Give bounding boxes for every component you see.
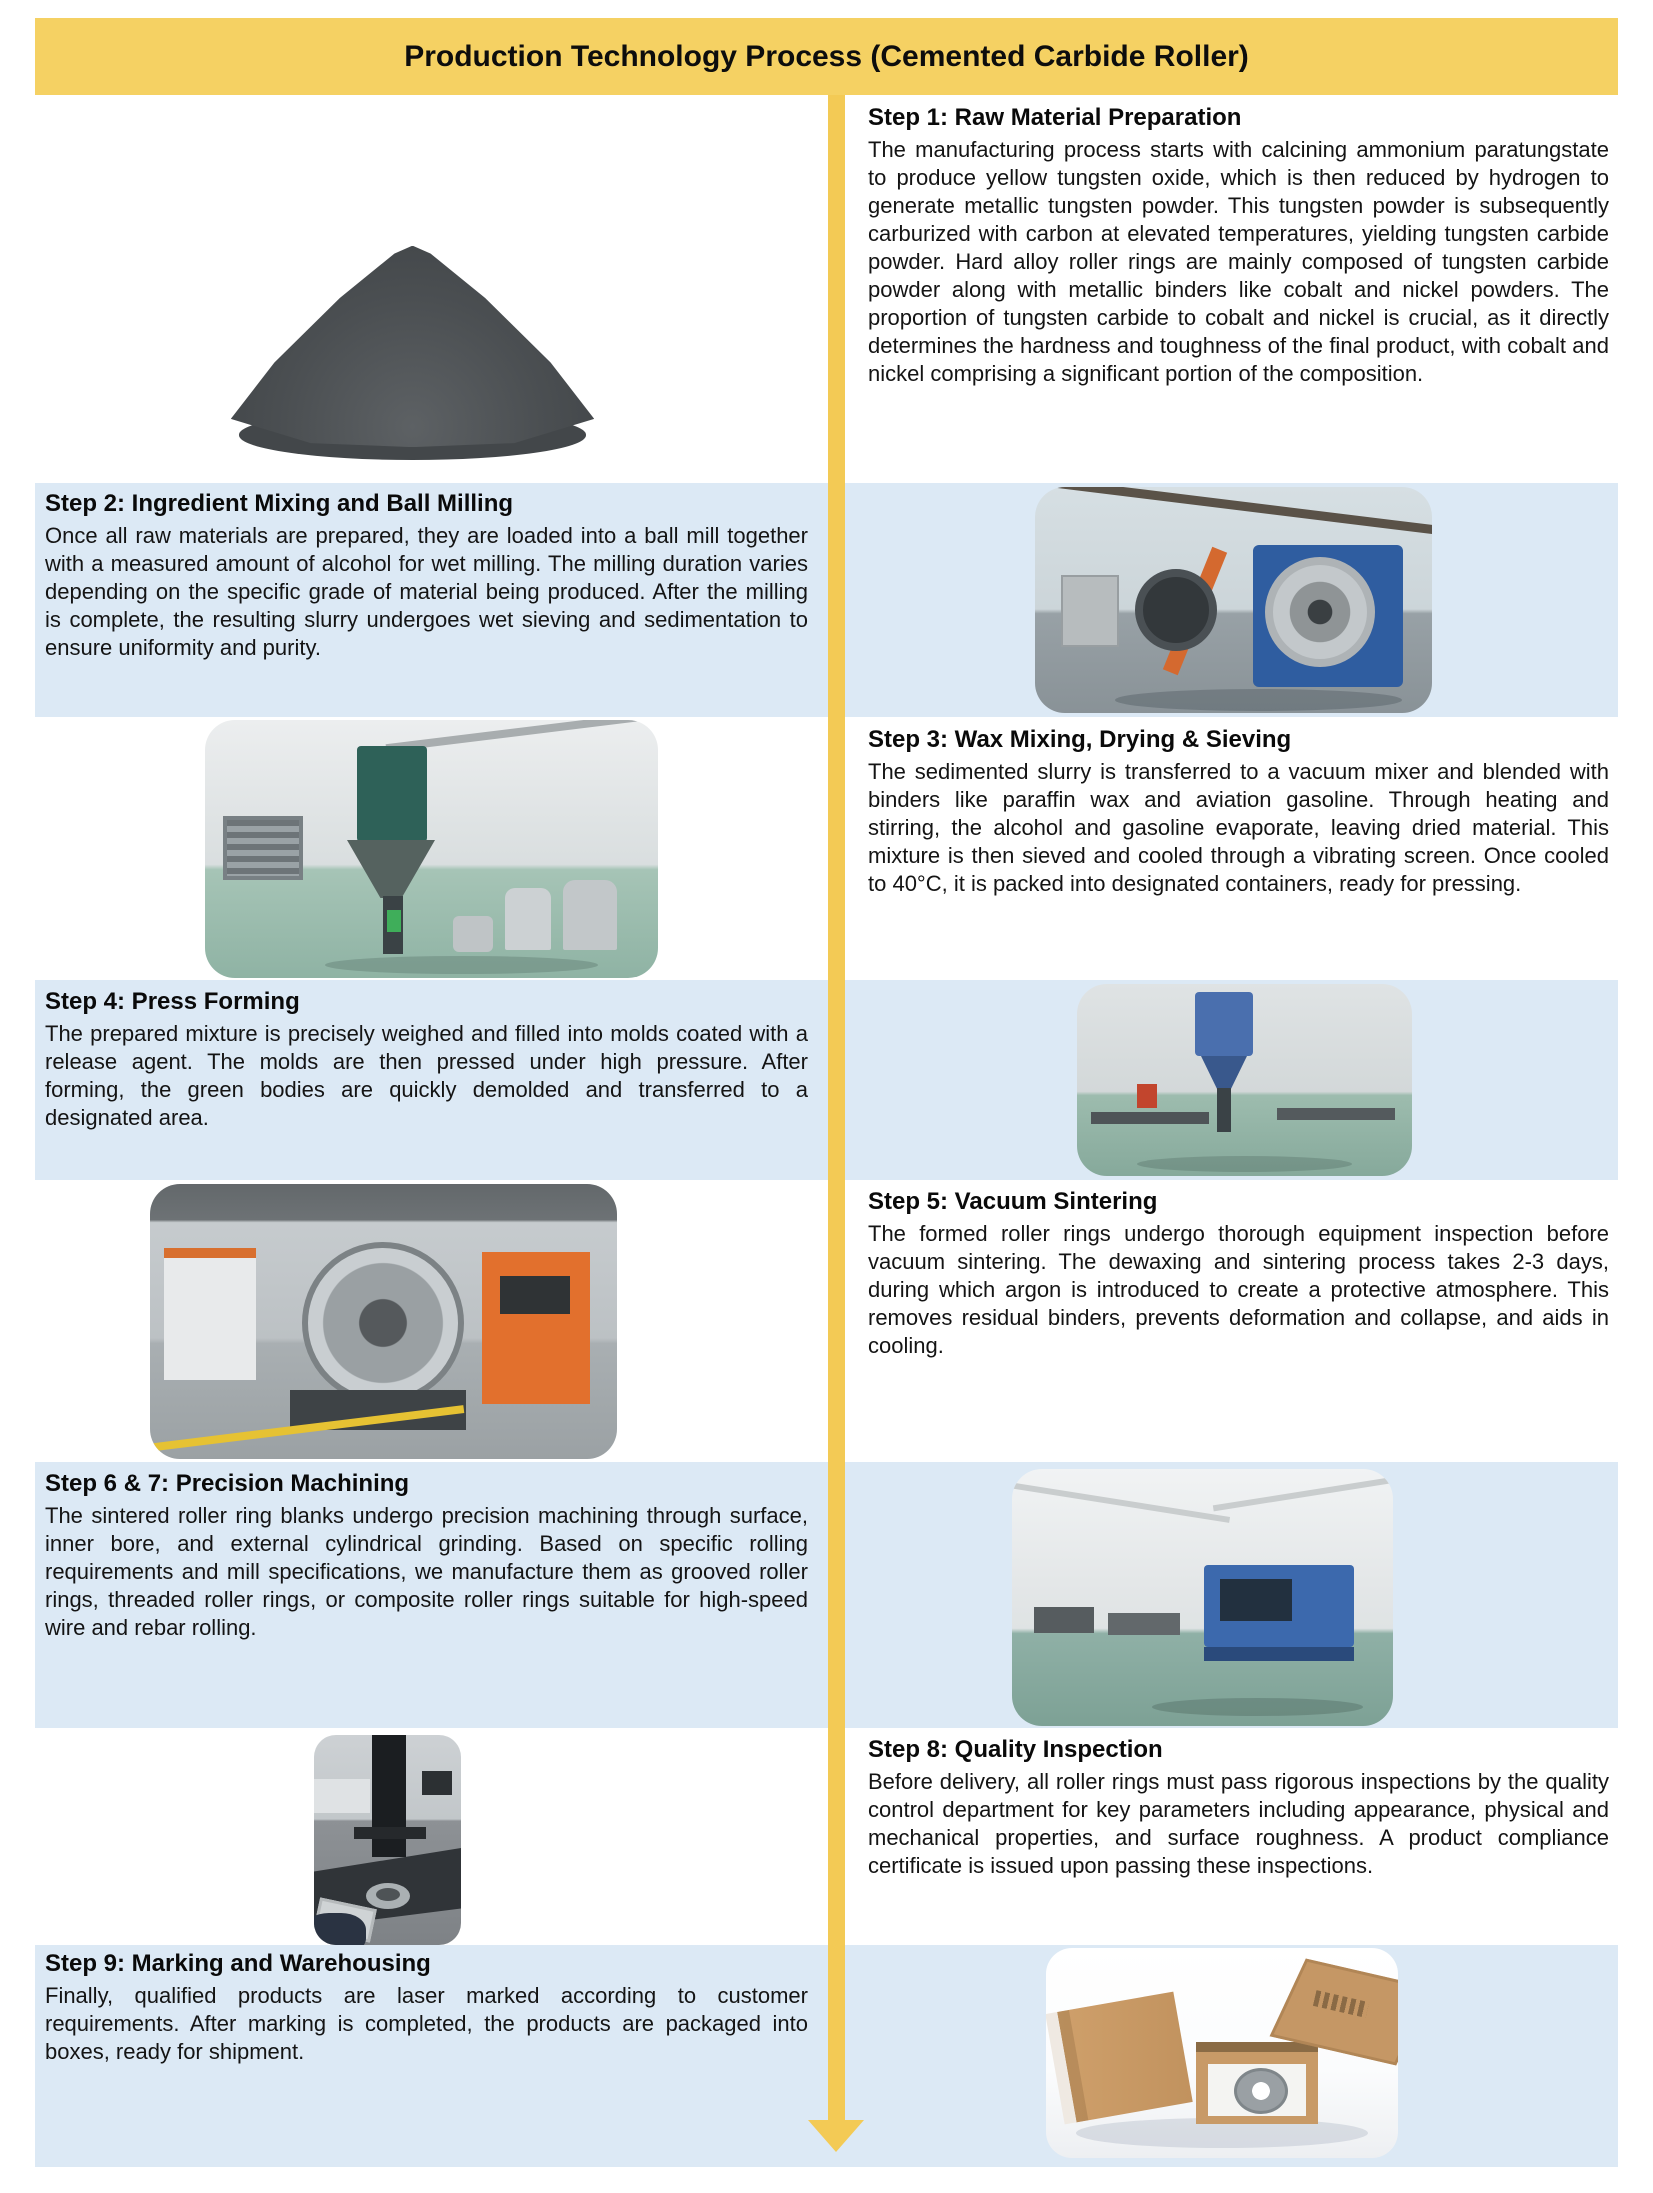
press-hopper-shape — [1195, 992, 1253, 1056]
wall-vent-shape — [223, 816, 303, 880]
press-column-shape — [1217, 1088, 1231, 1132]
photo-step5-vacuum-sintering — [150, 1184, 617, 1459]
workbench-shape — [1277, 1108, 1395, 1120]
step-6-7-heading: Step 6 & 7: Precision Machining — [45, 1470, 410, 1497]
step-5-heading: Step 5: Vacuum Sintering — [868, 1188, 1158, 1215]
step-9-body: Finally, qualified products are laser marked according to customer requirements. After marking is completed, the products are packaged into boxes, ready for shipment. — [45, 1983, 808, 2064]
step-5-body: The formed roller rings undergo thorough equipment inspection before vacuum sintering. The dewaxing and sintering process takes 2-3 days, during which argon is introduced to create a protective atmosphere. This removes residual binders, prevents deformation and collapse, and aids in cooling. — [868, 1221, 1609, 1358]
floor-shadow — [1115, 689, 1402, 711]
step-3-body: The sedimented slurry is transferred to a vacuum mixer and blended with binders like paraffin wax and aviation gasoline. Through heating and stirring, the alcohol and gasoline evaporate, leaving dried material. This mixture is then sieved and cooled through a vibrating screen. Once cooled to 40°C, it is packed into designated containers, ready for pressing. — [868, 759, 1609, 896]
steel-drum-shape — [505, 888, 551, 950]
step-4-body: The prepared mixture is precisely weighed and filled into molds coated with a release agent. The molds are then pressed under high pressure. After forming, the green bodies are quickly demolded and transferred to a designated area. — [45, 1021, 808, 1130]
step-6-7-body: The sintered roller ring blanks undergo precision machining through surface, inner bore, and external cylindrical grinding. Based on specific rolling requirements and mill specifications, we manufacture them as grooved roller rings, threaded roller rings, or composite roller rings suitable for high-speed wire and rebar rolling. — [45, 1503, 808, 1640]
step-6-7-text-block — [45, 1469, 808, 1642]
photo-step8-quality-inspection — [314, 1735, 461, 1945]
step-3-heading: Step 3: Wax Mixing, Drying & Sieving — [868, 726, 1292, 753]
step-8-text-block — [868, 1735, 1609, 1880]
cabinet-window-shape — [500, 1276, 570, 1314]
steel-pot-shape — [453, 916, 493, 952]
machine-base-shape — [1204, 1647, 1354, 1661]
step-1-heading: Step 1: Raw Material Preparation — [868, 104, 1242, 131]
red-equipment-shape — [1137, 1084, 1157, 1108]
mixer-body-shape — [357, 746, 427, 842]
roof-truss-shape — [1213, 1473, 1393, 1512]
step-5-text-block — [868, 1187, 1609, 1360]
roof-beam-shape — [1035, 487, 1432, 541]
mill-drum-right-shape — [1265, 557, 1375, 667]
equipment-row-shape — [1108, 1613, 1180, 1635]
header-banner — [35, 18, 1618, 95]
mixer-funnel-shape — [347, 840, 435, 898]
step-2-text-block — [45, 489, 808, 662]
green-accent-shape — [387, 910, 401, 932]
step-2-heading: Step 2: Ingredient Mixing and Ball Milling — [45, 490, 514, 517]
floor-shadow — [1137, 1156, 1352, 1172]
step-3-text-block — [868, 725, 1609, 898]
furnace-door-shape — [302, 1242, 464, 1404]
photo-step9-packaging — [1046, 1948, 1398, 2158]
process-flow-divider-line — [828, 95, 845, 2122]
arrow-down-icon — [808, 2120, 864, 2152]
press-cone-shape — [1201, 1056, 1247, 1090]
step-4-heading: Step 4: Press Forming — [45, 988, 300, 1015]
step-1-body: The manufacturing process starts with calcining ammonium paratungstate to produce yellow tungsten oxide, which is then reduced by hydrogen to generate metallic tungsten powder. This tungsten powder is subsequently carburized with carbon at elevated temperatures, yielding tungsten carbide powder. Hard alloy roller rings are mainly composed of tungsten carbide powder along with metallic binders like cobalt and nickel powders. The proportion of tungsten carbide to cobalt and nickel is crucial, as it directly determines the hardness and toughness of the final product, with cobalt and nickel comprising a significant portion of the composition. — [868, 137, 1609, 386]
steel-drum-shape — [563, 880, 617, 950]
white-cabinet-shape — [164, 1248, 256, 1380]
control-cabinet-shape — [1061, 575, 1119, 647]
step-8-body: Before delivery, all roller rings must pass rigorous inspections by the quality control department for key parameters including appearance, physical and mechanical properties, and surface roughness. A product compliance certificate is issued upon passing these inspections. — [868, 1769, 1609, 1878]
workbench-shape — [1091, 1112, 1209, 1124]
cmm-arm-shape — [354, 1827, 426, 1839]
packed-roller-ring-shape — [1234, 2068, 1288, 2114]
mill-drum-left-shape — [1135, 569, 1217, 651]
step-8-heading: Step 8: Quality Inspection — [868, 1736, 1163, 1763]
step-2-body: Once all raw materials are prepared, they are loaded into a ball mill together with a measured amount of alcohol for wet milling. The milling duration varies depending on the specific grade of material being produced. After the milling is complete, the resulting slurry undergoes wet sieving and sedimentation to ensure uniformity and purity. — [45, 523, 808, 660]
monitor-shape — [422, 1771, 452, 1795]
photo-step2-ball-milling — [1035, 487, 1432, 713]
photo-step4-press-forming — [1077, 984, 1412, 1176]
roof-truss-shape — [1012, 1481, 1230, 1523]
equipment-row-shape — [1034, 1607, 1094, 1633]
page-title: Production Technology Process (Cemented Carbide Roller) — [404, 39, 1249, 73]
roller-ring-bore-shape — [376, 1888, 400, 1901]
orange-furnace-cabinet-shape — [482, 1252, 590, 1404]
machine-window-shape — [1220, 1579, 1292, 1621]
step-9-text-block — [45, 1949, 808, 2066]
step-1-text-block — [868, 103, 1609, 388]
photo-step1-tungsten-powder — [215, 165, 610, 475]
floor-shadow — [1152, 1698, 1363, 1716]
closed-carton-shape — [1046, 1992, 1193, 2125]
step-9-heading: Step 9: Marking and Warehousing — [45, 1950, 431, 1977]
step-4-text-block — [45, 987, 808, 1132]
operator-arm-shape — [314, 1913, 366, 1945]
office-desk-shape — [314, 1779, 370, 1813]
photo-step6-precision-machining — [1012, 1469, 1393, 1726]
photo-step3-vacuum-mixer — [205, 720, 658, 978]
powder-pile-cone — [231, 246, 594, 448]
floor-shadow — [325, 956, 598, 974]
